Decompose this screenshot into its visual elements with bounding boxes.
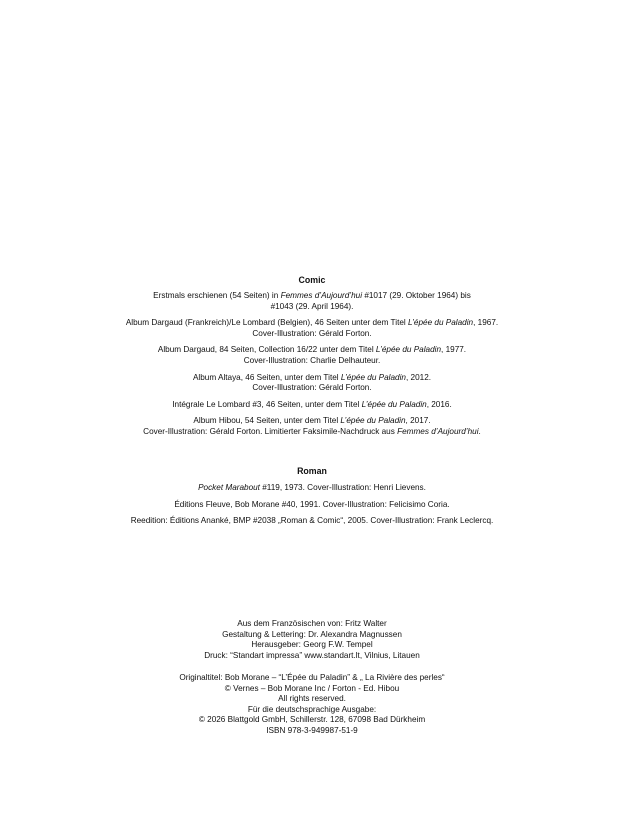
entry-text: , 1967. <box>473 318 499 328</box>
legal-line: © 2026 Blattgold GmbH, Schillerstr. 128, 67098 Bad Dürkheim <box>198 715 426 724</box>
title-text: Femmes d’Aujourd’hui <box>280 291 363 300</box>
credit-line: Herausgeber: Georg F.W. Tempel <box>251 640 373 649</box>
entry-text: Intégrale Le Lombard #3, 46 Seiten, unter dem Titel <box>172 399 362 409</box>
entry-text: Erstmals erschienen (54 Seiten) in <box>153 291 281 300</box>
roman-entry <box>0 500 624 511</box>
entry-text: Album Dargaud (Frankreich)/Le Lombard (Belgien), 46 Seiten unter dem Titel <box>125 318 408 328</box>
credit-line: Druck: “Standart impressa” www.standart.lt, Vilnius, Litauen <box>204 650 420 660</box>
entry-text: , 1977. <box>441 345 467 355</box>
entry-text: Album Hibou, 54 Seiten, unter dem Titel <box>193 416 341 426</box>
roman-entry <box>0 483 624 494</box>
entry-text: #1017 (29. Oktober 1964) bis <box>362 291 471 300</box>
comic-entry <box>0 416 624 437</box>
credit-line: Gestaltung & Lettering: Dr. Alexandra Magnussen <box>222 629 402 639</box>
title-text: L’épée du Paladin <box>340 372 406 382</box>
entry-text: Cover-Illustration: Charlie Delhauteur. <box>243 355 381 365</box>
comic-heading: Comic <box>298 275 326 285</box>
entry-text: , 2017. <box>405 416 431 426</box>
comic-entry <box>0 318 624 339</box>
entry-text: . <box>478 426 481 436</box>
isbn: ISBN 978-3-949987-51-9 <box>266 725 358 735</box>
legal-line: Originaltitel: Bob Morane – “L’Épée du Paladin” & „ La Rivière des perles“ <box>179 673 445 682</box>
roman-entry <box>0 516 624 527</box>
title-text: Femmes d’Aujourd’hui <box>397 426 479 436</box>
title-text: L’épée du Paladin <box>375 345 442 355</box>
credits-section <box>0 619 624 661</box>
comic-entry <box>0 345 624 366</box>
credit-line: Aus dem Französischen von: Fritz Walter <box>237 619 387 628</box>
entry-text: Éditions Fleuve, Bob Morane #40, 1991. Cover-Illustration: Felicisimo Coria. <box>174 499 450 509</box>
entry-text: , 2016. <box>426 399 452 409</box>
comic-entry <box>0 400 624 411</box>
legal-line: Für die deutschsprachige Ausgabe: <box>247 704 377 714</box>
entry-text: Reedition: Éditions Ananké, BMP #2038 „Roman & Comic“, 2005. Cover-Illustration: Frank Leclercq. <box>130 516 494 526</box>
legal-line: All rights reserved. <box>278 694 346 703</box>
title-text: Pocket Marabout <box>198 483 260 492</box>
title-text: L’épée du Paladin <box>408 318 474 328</box>
comic-entry <box>0 373 624 394</box>
title-text: L’épée du Paladin <box>340 416 406 426</box>
title-text: L’épée du Paladin <box>361 399 427 409</box>
entry-text: #1043 (29. April 1964). <box>270 301 354 311</box>
entry-text: Album Altaya, 46 Seiten, unter dem Titel <box>192 372 341 382</box>
entry-text: , 2012. <box>405 372 432 382</box>
legal-line: © Vernes – Bob Morane Inc / Forton - Ed. Hibou <box>224 683 400 693</box>
entry-text: #119, 1973. Cover-Illustration: Henri Lievens. <box>259 483 426 492</box>
entry-text: Cover-Illustration: Gérald Forton. <box>252 328 372 338</box>
legal-section <box>0 673 624 736</box>
comic-section <box>0 275 624 438</box>
entry-text: Cover-Illustration: Gérald Forton. <box>252 383 372 393</box>
entry-text: Cover-Illustration: Gérald Forton. Limitierter Faksimile-Nachdruck aus <box>143 426 398 436</box>
comic-entry <box>0 291 624 312</box>
roman-heading: Roman <box>297 466 327 476</box>
roman-entries <box>0 483 624 527</box>
entry-text: Album Dargaud, 84 Seiten, Collection 16/22 unter dem Titel <box>157 345 376 355</box>
roman-section <box>0 466 624 527</box>
comic-entries <box>0 291 624 438</box>
